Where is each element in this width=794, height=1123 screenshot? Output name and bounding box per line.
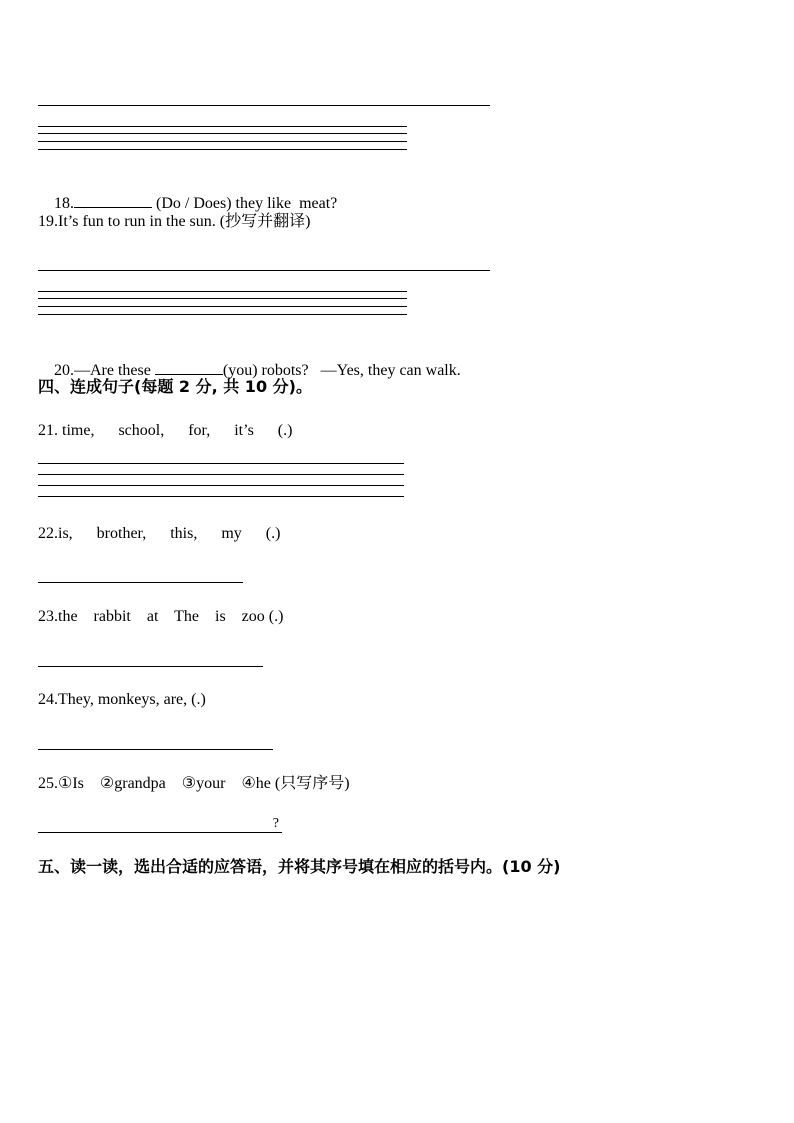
- writing-line: [38, 141, 407, 142]
- question-19: 19.It’s fun to run in the sun. (抄写并翻译): [38, 213, 311, 230]
- answer-blank[interactable]: [155, 358, 223, 375]
- writing-line: [38, 133, 407, 134]
- writing-line: [38, 126, 407, 127]
- writing-line: [38, 105, 490, 106]
- section-5-heading: 五、读一读，选出合适的应答语，并将其序号填在相应的括号内。(10 分): [38, 857, 561, 876]
- question-mark: ?: [272, 816, 279, 831]
- writing-line: [38, 270, 490, 271]
- answer-line[interactable]: [38, 814, 282, 833]
- answer-line[interactable]: [38, 666, 263, 667]
- question-number: 18.: [54, 195, 74, 212]
- question-25: 25.①Is ②grandpa ③your ④he (只写序号): [38, 775, 350, 792]
- writing-line: [38, 496, 404, 497]
- answer-line[interactable]: [38, 582, 243, 583]
- question-text: 20.—Are these: [54, 362, 155, 379]
- answer-line[interactable]: [38, 749, 273, 750]
- question-21: 21. time, school, for, it’s (.): [38, 422, 293, 439]
- writing-line: [38, 485, 404, 486]
- question-22: 22.is, brother, this, my (.): [38, 525, 281, 542]
- writing-line: [38, 149, 407, 150]
- answer-blank[interactable]: [74, 191, 152, 208]
- writing-line: [38, 298, 407, 299]
- writing-line: [38, 314, 407, 315]
- question-24: 24.They, monkeys, are, (.): [38, 691, 206, 708]
- question-text: (you) robots? —Yes, they can walk.: [222, 362, 461, 379]
- question-23: 23.the rabbit at The is zoo (.): [38, 608, 284, 625]
- section-4-heading: 四、连成句子(每题 2 分, 共 10 分)。: [38, 377, 312, 396]
- writing-line: [38, 463, 404, 464]
- writing-line: [38, 291, 407, 292]
- question-text: (Do / Does) they like meat?: [152, 195, 338, 212]
- writing-line: [38, 474, 404, 475]
- writing-line: [38, 306, 407, 307]
